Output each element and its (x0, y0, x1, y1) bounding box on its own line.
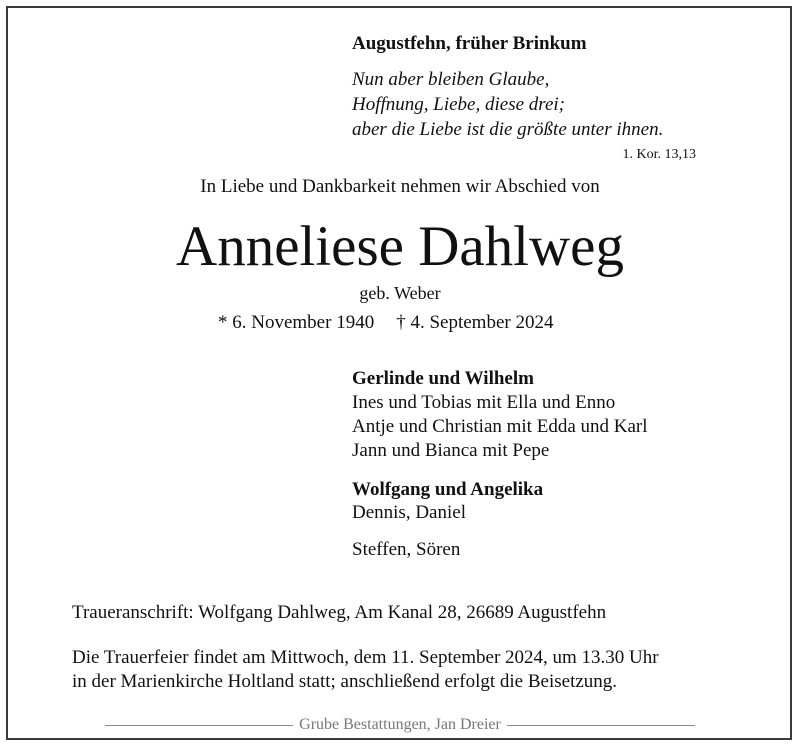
life-dates (218, 312, 553, 334)
family-member-line: Steffen, Sören (352, 539, 461, 560)
family-member-line: Jann und Bianca mit Pepe (352, 440, 550, 461)
undertaker-name: Grube Bestattungen, Jan Dreier (299, 716, 501, 733)
verse-line-1: Nun aber bleiben Glaube, (352, 69, 550, 90)
place-heading: Augustfehn, früher Brinkum (352, 33, 587, 54)
verse-line-2: Hoffnung, Liebe, diese drei; (352, 94, 566, 115)
death-date: † 4. September 2024 (396, 312, 554, 333)
deceased-name: Anneliese Dahlweg (176, 215, 624, 278)
intro-text: In Liebe und Dankbarkeit nehmen wir Abschied von (200, 176, 600, 197)
family-heading-1: Gerlinde und Wilhelm (352, 368, 534, 389)
verse-reference: 1. Kor. 13,13 (622, 147, 696, 162)
family-heading-2: Wolfgang und Angelika (352, 479, 544, 500)
undertaker-credit (0, 716, 800, 734)
family-member-line: Dennis, Daniel (352, 502, 466, 523)
service-info-line-1: Die Trauerfeier findet am Mittwoch, dem 11. September 2024, um 13.30 Uhr (72, 647, 659, 668)
family-member-line: Ines und Tobias mit Ella und Enno (352, 392, 616, 413)
divider-line-left (105, 725, 293, 726)
mourning-address: Traueranschrift: Wolfgang Dahlweg, Am Kanal 28, 26689 Augustfehn (72, 602, 607, 623)
family-member-line: Antje und Christian mit Edda und Karl (352, 416, 648, 437)
birth-name: geb. Weber (359, 283, 441, 303)
service-info-line-2: in der Marienkirche Holtland statt; anschließend erfolgt die Beisetzung. (72, 671, 618, 692)
birth-date: * 6. November 1940 (218, 312, 375, 333)
divider-line-right (507, 725, 695, 726)
verse-line-3: aber die Liebe ist die größte unter ihnen. (352, 119, 664, 140)
